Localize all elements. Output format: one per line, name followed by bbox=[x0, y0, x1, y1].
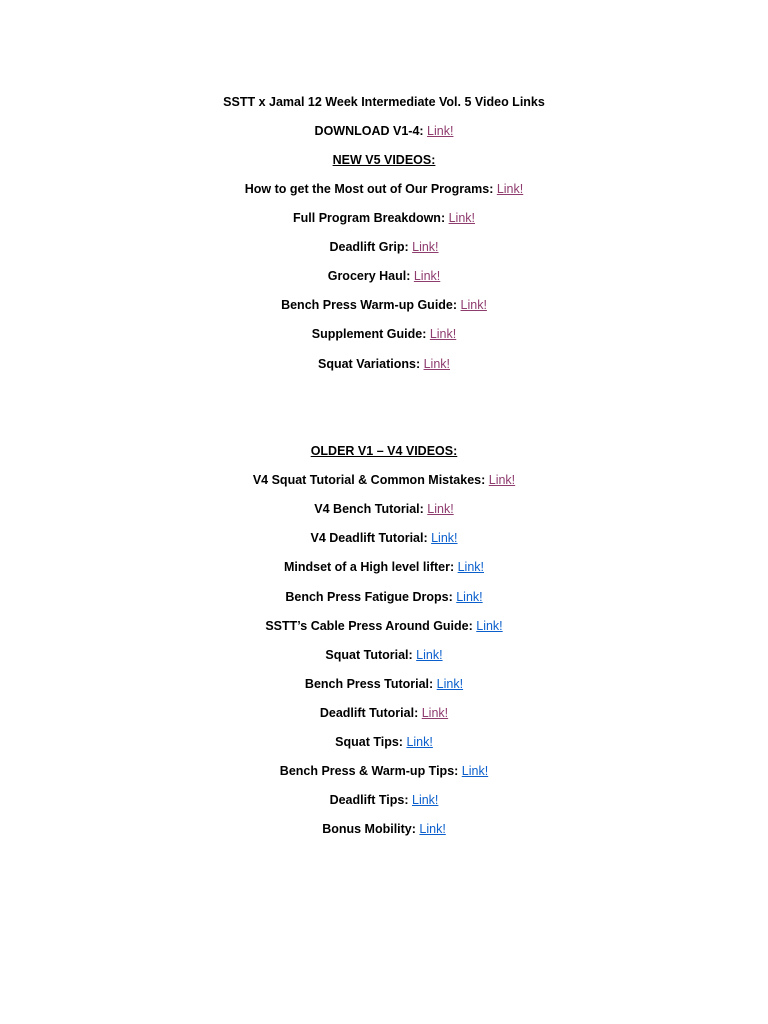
video-link[interactable]: Link! bbox=[457, 560, 485, 574]
list-item: Bench Press & Warm-up Tips: Link! bbox=[279, 764, 489, 778]
list-item: Grocery Haul: Link! bbox=[327, 269, 441, 283]
list-item: V4 Bench Tutorial: Link! bbox=[314, 502, 454, 516]
video-link[interactable]: Link! bbox=[431, 531, 458, 545]
list-item: Full Program Breakdown: Link! bbox=[293, 211, 475, 225]
list-item: SSTT’s Cable Press Around Guide: Link! bbox=[265, 619, 503, 633]
video-link[interactable]: Link! bbox=[460, 298, 487, 312]
video-link[interactable]: Link! bbox=[406, 735, 433, 749]
list-item: Deadlift Grip: Link! bbox=[329, 240, 439, 254]
download-label: DOWNLOAD V1-4: bbox=[314, 124, 428, 138]
video-link[interactable]: Link! bbox=[476, 619, 503, 633]
video-link[interactable]: Link! bbox=[423, 357, 450, 371]
list-item: Deadlift Tutorial: Link! bbox=[319, 706, 449, 720]
video-link[interactable]: Link! bbox=[412, 240, 439, 254]
video-link[interactable]: Link! bbox=[448, 211, 475, 225]
list-item: How to get the Most out of Our Programs: Link! bbox=[244, 182, 524, 196]
document-title: SSTT x Jamal 12 Week Intermediate Vol. 5 Video Links bbox=[223, 95, 545, 109]
list-item: V4 Squat Tutorial & Common Mistakes: Link! bbox=[252, 473, 516, 487]
list-item: Squat Tutorial: Link! bbox=[325, 648, 443, 662]
older-videos-heading: OLDER V1 – V4 VIDEOS: bbox=[310, 444, 458, 458]
list-item: Squat Tips: Link! bbox=[335, 735, 433, 749]
list-item: Mindset of a High level lifter: Link! bbox=[283, 560, 485, 574]
list-item: Squat Variations: Link! bbox=[318, 357, 450, 371]
video-link[interactable]: Link! bbox=[416, 648, 443, 662]
download-row bbox=[0, 123, 768, 139]
video-link[interactable]: Link! bbox=[488, 473, 516, 487]
list-item: Bench Press Fatigue Drops: Link! bbox=[285, 590, 483, 604]
list-item: Deadlift Tips: Link! bbox=[329, 793, 439, 807]
video-link[interactable]: Link! bbox=[412, 793, 439, 807]
new-videos-heading: NEW V5 VIDEOS: bbox=[332, 153, 436, 167]
video-link[interactable]: Link! bbox=[436, 677, 464, 691]
list-item: Supplement Guide: Link! bbox=[311, 327, 457, 341]
video-link[interactable]: Link! bbox=[419, 822, 446, 836]
list-item: Bonus Mobility: Link! bbox=[322, 822, 446, 836]
video-link[interactable]: Link! bbox=[413, 269, 441, 283]
video-link[interactable]: Link! bbox=[461, 764, 489, 778]
video-link[interactable]: Link! bbox=[427, 502, 454, 516]
list-item: Bench Press Tutorial: Link! bbox=[304, 677, 464, 691]
list-item: V4 Deadlift Tutorial: Link! bbox=[310, 531, 458, 545]
video-link[interactable]: Link! bbox=[421, 706, 449, 720]
video-link[interactable]: Link! bbox=[429, 327, 457, 341]
video-link[interactable]: Link! bbox=[456, 590, 483, 604]
list-item: Bench Press Warm-up Guide: Link! bbox=[281, 298, 487, 312]
video-link[interactable]: Link! bbox=[496, 182, 524, 196]
download-link[interactable]: Link! bbox=[427, 124, 454, 138]
